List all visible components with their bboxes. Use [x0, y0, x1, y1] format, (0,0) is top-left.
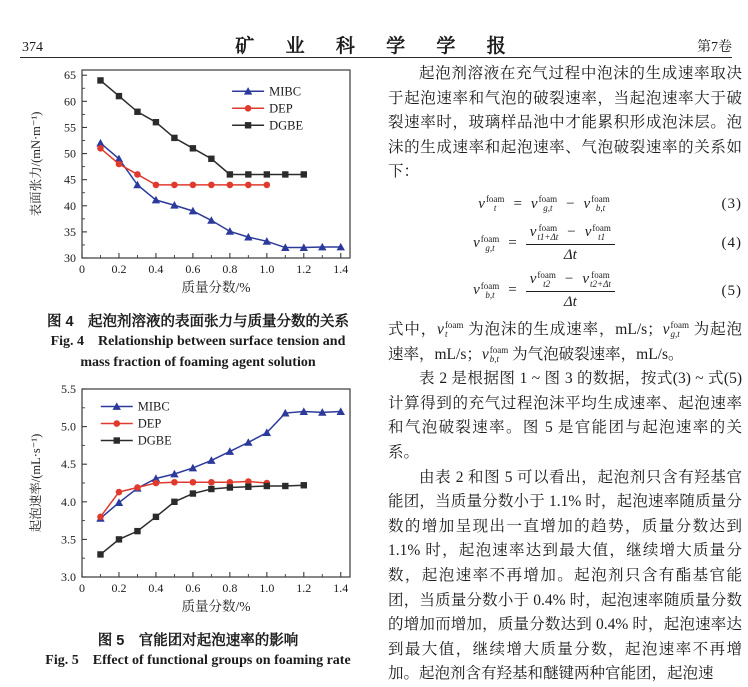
equation-4: v foam g,t = v foam t1+Δt − v foam t1 Δt (4) — [473, 222, 742, 263]
eq3-term2: v foam b,t — [583, 194, 610, 214]
svg-text:MIBC: MIBC — [137, 399, 170, 414]
page-number: 374 — [22, 40, 43, 55]
eq5-fraction: v foam t2 − v foam t2+Δt Δt — [526, 271, 615, 311]
svg-text:1.4: 1.4 — [333, 581, 349, 595]
svg-text:0.8: 0.8 — [222, 581, 238, 595]
svg-text:3.5: 3.5 — [61, 532, 76, 547]
fig4-caption-en-line2: mass fraction of foaming agent solution — [80, 355, 316, 370]
svg-text:3.0: 3.0 — [61, 570, 76, 584]
equation-5: v foam b,t = v foam t2 − v foam t2+Δt Δt (5) — [473, 269, 742, 310]
svg-text:1.2: 1.2 — [296, 581, 312, 595]
eq3-number: (3) — [721, 195, 742, 212]
fig4-caption-en-line1: Fig. 4 Relationship between surface tension and — [50, 334, 346, 349]
fig4-chart — [26, 60, 380, 309]
svg-text:0.2: 0.2 — [111, 581, 127, 595]
svg-text:5.0: 5.0 — [61, 419, 76, 434]
right-column — [388, 62, 742, 687]
where-var-vt: v foam t — [437, 320, 464, 340]
svg-text:55: 55 — [64, 120, 76, 135]
equation-block — [388, 192, 742, 311]
svg-text:表面张力/(mN·m⁻¹): 表面张力/(mN·m⁻¹) — [29, 111, 43, 217]
journal-title: 矿 业 科 学 学 报 — [235, 36, 519, 57]
fig5-caption-en: Fig. 5 Effect of functional groups on foaming rate — [45, 653, 351, 668]
left-column — [16, 60, 380, 671]
svg-text:40: 40 — [64, 198, 76, 213]
fig5-chart — [26, 379, 380, 628]
svg-text:质量分数/%: 质量分数/% — [181, 599, 251, 614]
svg-text:1.0: 1.0 — [259, 262, 275, 276]
where-var-vbt: v foam b,t — [481, 344, 509, 364]
svg-text:MIBC: MIBC — [269, 84, 302, 99]
paragraph-table2: 表 2 是根据图 1 ~ 图 3 的数据，按式(3) ~ 式(5)计算得到的充气过程泡沫平均生成速率、起泡速率和气泡破裂速率。图 5 是官能团与起泡速率的关系。 — [388, 370, 742, 462]
svg-text:0.6: 0.6 — [185, 581, 201, 595]
svg-text:0: 0 — [79, 262, 85, 276]
svg-text:质量分数/%: 质量分数/% — [181, 280, 251, 295]
eq4-number: (4) — [721, 235, 742, 252]
eq3-lhs: v foam t — [478, 194, 505, 214]
svg-text:60: 60 — [64, 94, 76, 109]
svg-text:0.6: 0.6 — [185, 262, 201, 276]
paragraph-discussion: 由表 2 和图 5 可以看出，起泡剂只含有羟基官能团，当质量分数小于 1.1% 时，起泡速率随质量分数的增加呈现出一直增加的趋势，质量分数达到 1.1% 时，起泡速率达到最大值，继续增大质量分数，起泡速率不再增加。起泡剂只含有酯基官能团，当质量分数小于 0.4% 时，起泡速率随质量分数的增加而增加，质量分数达到 0.4% 时，起泡速率达到最大值，继续增大质量分数，起泡速率不再增加。起泡剂含有羟基和醚键两种官能团，起泡速 — [388, 468, 742, 683]
fig5-caption-zh: 图 5 官能团对起泡速率的影响 — [97, 633, 299, 649]
volume-label: 第7卷 — [697, 40, 732, 55]
eq3-term1: v foam g,t — [530, 194, 558, 214]
page-header — [22, 32, 732, 58]
eq5-number: (5) — [721, 282, 742, 299]
svg-text:1.4: 1.4 — [333, 262, 349, 276]
svg-text:45: 45 — [64, 172, 76, 187]
svg-text:0.8: 0.8 — [222, 262, 238, 276]
eq5-lhs: v foam b,t — [473, 280, 500, 300]
svg-text:35: 35 — [64, 224, 76, 239]
svg-text:0.2: 0.2 — [111, 262, 127, 276]
svg-text:65: 65 — [64, 68, 76, 83]
where-var-vgt: v foam g,t — [662, 320, 690, 340]
svg-text:DGBE: DGBE — [137, 433, 172, 448]
fig4-caption-zh: 图 4 起泡剂溶液的表面张力与质量分数的关系 — [46, 314, 350, 330]
paragraph-where: 式中， v foam t 为泡沫的生成速率，mL/s； v foam g,t 为起泡速率，mL/s； v foam b,t 为气泡破裂速率，mL/s。 — [388, 318, 742, 367]
svg-text:0.4: 0.4 — [148, 581, 164, 595]
svg-text:30: 30 — [64, 251, 76, 265]
svg-text:50: 50 — [64, 146, 76, 161]
svg-text:起泡速率/(mL·s⁻¹): 起泡速率/(mL·s⁻¹) — [29, 433, 43, 533]
eq4-fraction: v foam t1+Δt − v foam t1 Δt — [526, 224, 615, 264]
svg-text:5.5: 5.5 — [61, 382, 76, 396]
svg-text:4.0: 4.0 — [61, 494, 76, 509]
svg-text:0.4: 0.4 — [148, 262, 164, 276]
svg-text:1.0: 1.0 — [259, 581, 275, 595]
svg-text:0: 0 — [79, 581, 85, 595]
eq4-lhs: v foam g,t — [473, 233, 500, 253]
header-rule — [20, 57, 732, 58]
svg-text:4.5: 4.5 — [61, 457, 76, 472]
svg-text:DEP: DEP — [137, 416, 162, 431]
svg-text:1.2: 1.2 — [296, 262, 312, 276]
svg-text:DEP: DEP — [269, 101, 293, 116]
equation-3: v foam t = v foam g,t − v foam b,t (3) — [388, 192, 742, 217]
svg-text:DGBE: DGBE — [269, 118, 304, 133]
fig4-caption-en — [16, 331, 380, 373]
paragraph-intro: 起泡剂溶液在充气过程中泡沫的生成速率取决于起泡速率和气泡的破裂速率，当起泡速率大于破裂速率时，玻璃样品池中才能累积形成泡沫层。泡沫的生成速率和起泡速率、气泡破裂速率的关系如下： — [388, 65, 742, 181]
